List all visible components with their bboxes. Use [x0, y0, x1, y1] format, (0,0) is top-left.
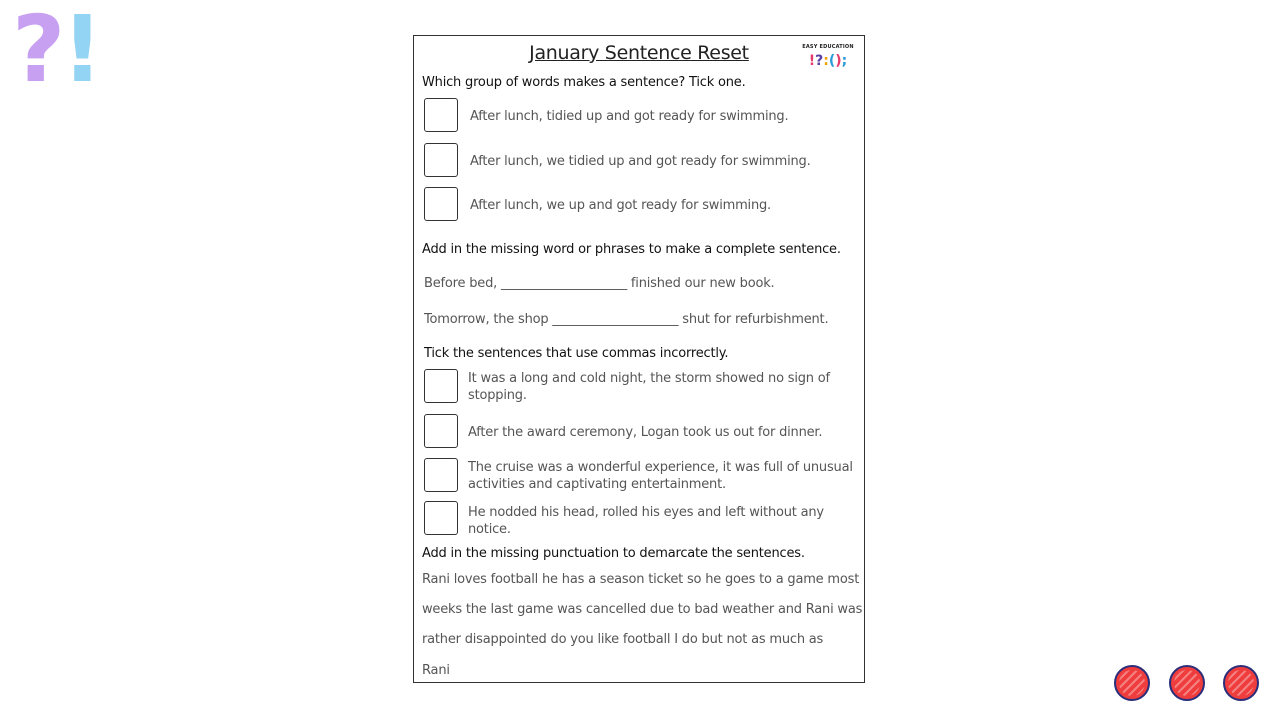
- section4-heading: Add in the missing punctuation to demarcate the sentences.: [422, 546, 805, 561]
- section1-heading: Which group of words makes a sentence? Tick one.: [422, 75, 746, 90]
- worksheet: [413, 35, 865, 683]
- question-exclamation-icon: [12, 0, 100, 103]
- section2-heading: Add in the missing word or phrases to make a complete sentence.: [422, 242, 841, 257]
- tick-box-s3-1[interactable]: [424, 369, 458, 403]
- tick-box-s3-4[interactable]: [424, 501, 458, 535]
- exclamation-mark: !: [61, 0, 100, 103]
- s1-option-2: After lunch, we tidied up and got ready for swimming.: [470, 154, 811, 169]
- s3-option-4: He nodded his head, rolled his eyes and left without any notice.: [468, 505, 824, 537]
- question-mark: ?: [12, 0, 62, 103]
- nav-button-2[interactable]: [1169, 665, 1205, 701]
- s3-option-1: It was a long and cold night, the storm showed no sign of stopping.: [468, 371, 830, 403]
- tick-box-s1-1[interactable]: [424, 98, 458, 132]
- tick-box-s1-3[interactable]: [424, 187, 458, 221]
- logo-glyphs: !?:();: [808, 53, 848, 69]
- s4-line-2: weeks the last game was cancelled due to bad weather and Rani was: [422, 602, 863, 617]
- tick-box-s3-3[interactable]: [424, 458, 458, 492]
- worksheet-title: January Sentence Reset: [529, 42, 749, 64]
- easy-education-logo: [800, 44, 856, 69]
- s3-option-2: After the award ceremony, Logan took us out for dinner.: [468, 425, 823, 440]
- s4-line-1: Rani loves football he has a season ticket so he goes to a game most: [422, 572, 860, 587]
- nav-button-1[interactable]: [1114, 665, 1150, 701]
- s1-option-1: After lunch, tidied up and got ready for swimming.: [470, 109, 789, 124]
- s2-line-2: Tomorrow, the shop ____________________ shut for refurbishment.: [424, 312, 829, 327]
- section3-heading: Tick the sentences that use commas incorrectly.: [424, 346, 729, 361]
- s4-line-4: Rani: [422, 663, 450, 678]
- logo-text: EASY EDUCATION: [802, 44, 854, 50]
- s4-line-3: rather disappointed do you like football I do but not as much as: [422, 632, 824, 647]
- tick-box-s3-2[interactable]: [424, 414, 458, 448]
- s3-option-3: The cruise was a wonderful experience, it was full of unusual activities and captivating entertainment.: [468, 460, 853, 492]
- tick-box-s1-2[interactable]: [424, 143, 458, 177]
- nav-button-3[interactable]: [1223, 665, 1259, 701]
- s2-line-1: Before bed, ____________________ finished our new book.: [424, 276, 775, 291]
- s1-option-3: After lunch, we up and got ready for swimming.: [470, 198, 771, 213]
